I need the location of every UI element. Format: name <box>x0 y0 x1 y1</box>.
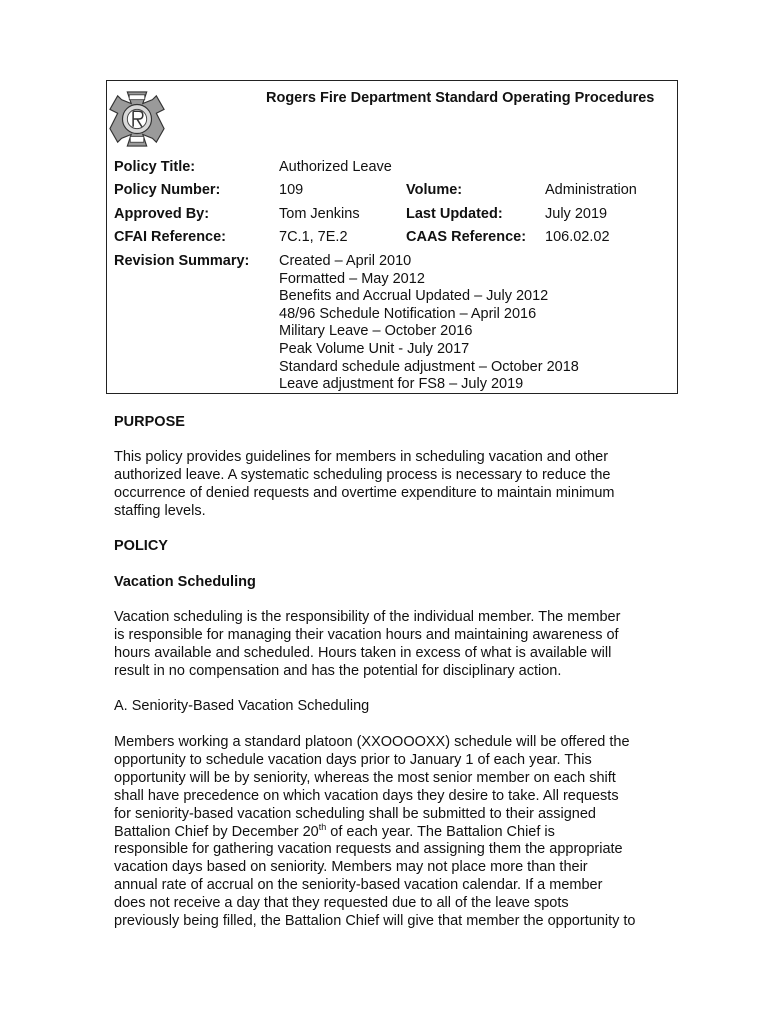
revision-item: Standard schedule adjustment – October 2018 <box>279 358 579 375</box>
paragraph-line: result in no compensation and has the potential for disciplinary action. <box>114 662 562 679</box>
revision-item: Military Leave – October 2016 <box>279 323 473 340</box>
revision-list <box>279 253 579 394</box>
revision-item: 48/96 Schedule Notification – April 2016 <box>279 305 537 322</box>
policy-title-label: Policy Title: <box>114 159 196 175</box>
deadline-prefix: Battalion Chief by December 20 <box>114 823 319 840</box>
policy-title-value: Authorized Leave <box>279 159 392 175</box>
purpose-heading: PURPOSE <box>114 414 185 430</box>
paragraph-line: hours available and scheduled. Hours taken in excess of what is available will <box>114 644 612 661</box>
vacation-scheduling-heading: Vacation Scheduling <box>114 574 256 590</box>
seniority-paragraph <box>114 734 674 931</box>
paragraph-line: annual rate of accrual on the seniority-based vacation calendar. If a member <box>114 877 603 894</box>
cfai-reference-label: CFAI Reference: <box>114 229 227 245</box>
policy-number-value: 109 <box>279 182 304 198</box>
last-updated-value: July 2019 <box>545 206 608 222</box>
revision-item: Created – April 2010 <box>279 253 412 269</box>
vacation-paragraph <box>114 609 674 681</box>
paragraph-line: vacation days based on seniority. Members may not place more than their <box>114 859 588 876</box>
deadline-suffix: of each year. The Battalion Chief is <box>326 823 555 840</box>
paragraph-line <box>114 821 674 842</box>
revision-item: Benefits and Accrual Updated – July 2012 <box>279 288 549 305</box>
paragraph-line: previously being filled, the Battalion Chief will give that member the opportunity to <box>114 913 636 930</box>
paragraph-line: opportunity will be by seniority, whereas the most senior member on each shift <box>114 769 616 786</box>
paragraph-line: opportunity to schedule vacation days prior to January 1 of each year. This <box>114 751 592 768</box>
paragraph-line: Members working a standard platoon (XXOOOOXX) schedule will be offered the <box>114 734 630 750</box>
policy-heading: POLICY <box>114 538 168 554</box>
paragraph-line: is responsible for managing their vacation hours and maintaining awareness of <box>114 626 619 643</box>
paragraph-line: shall have precedence on which vacation days they desire to take. All requests <box>114 787 619 804</box>
caas-reference-value: 106.02.02 <box>545 229 610 245</box>
document-title: Rogers Fire Department Standard Operating Procedures <box>266 90 655 106</box>
purpose-paragraph <box>114 449 674 521</box>
subsection-a-heading <box>114 698 674 716</box>
deadline-superscript: th <box>318 821 327 832</box>
fire-department-maltese-cross-icon <box>108 90 166 148</box>
policy-number-label: Policy Number: <box>114 182 221 198</box>
approved-by-label: Approved By: <box>114 206 210 222</box>
volume-value: Administration <box>545 182 637 198</box>
paragraph-line: This policy provides guidelines for members in scheduling vacation and other <box>114 449 609 465</box>
cfai-reference-value: 7C.1, 7E.2 <box>279 229 348 245</box>
paragraph-line: for seniority-based vacation scheduling shall be submitted to their assigned <box>114 805 596 822</box>
revision-item: Formatted – May 2012 <box>279 270 425 287</box>
revision-summary-label: Revision Summary: <box>114 253 250 269</box>
revision-item: Peak Volume Unit - July 2017 <box>279 340 470 357</box>
subsection-a-title: A. Seniority-Based Vacation Scheduling <box>114 698 370 714</box>
paragraph-line: occurrence of denied requests and overtime expenditure to maintain minimum <box>114 484 615 501</box>
volume-label: Volume: <box>406 182 463 198</box>
last-updated-label: Last Updated: <box>406 206 503 222</box>
paragraph-line: does not receive a day that they requested due to all of the leave spots <box>114 895 569 912</box>
paragraph-line: authorized leave. A systematic scheduling process is necessary to reduce the <box>114 466 611 483</box>
paragraph-line: responsible for gathering vacation requests and assigning them the appropriate <box>114 841 623 858</box>
caas-reference-label: CAAS Reference: <box>406 229 527 245</box>
approved-by-value: Tom Jenkins <box>279 206 360 222</box>
paragraph-line: Vacation scheduling is the responsibility of the individual member. The member <box>114 609 621 625</box>
revision-item: Leave adjustment for FS8 – July 2019 <box>279 376 524 393</box>
paragraph-line: staffing levels. <box>114 502 206 519</box>
